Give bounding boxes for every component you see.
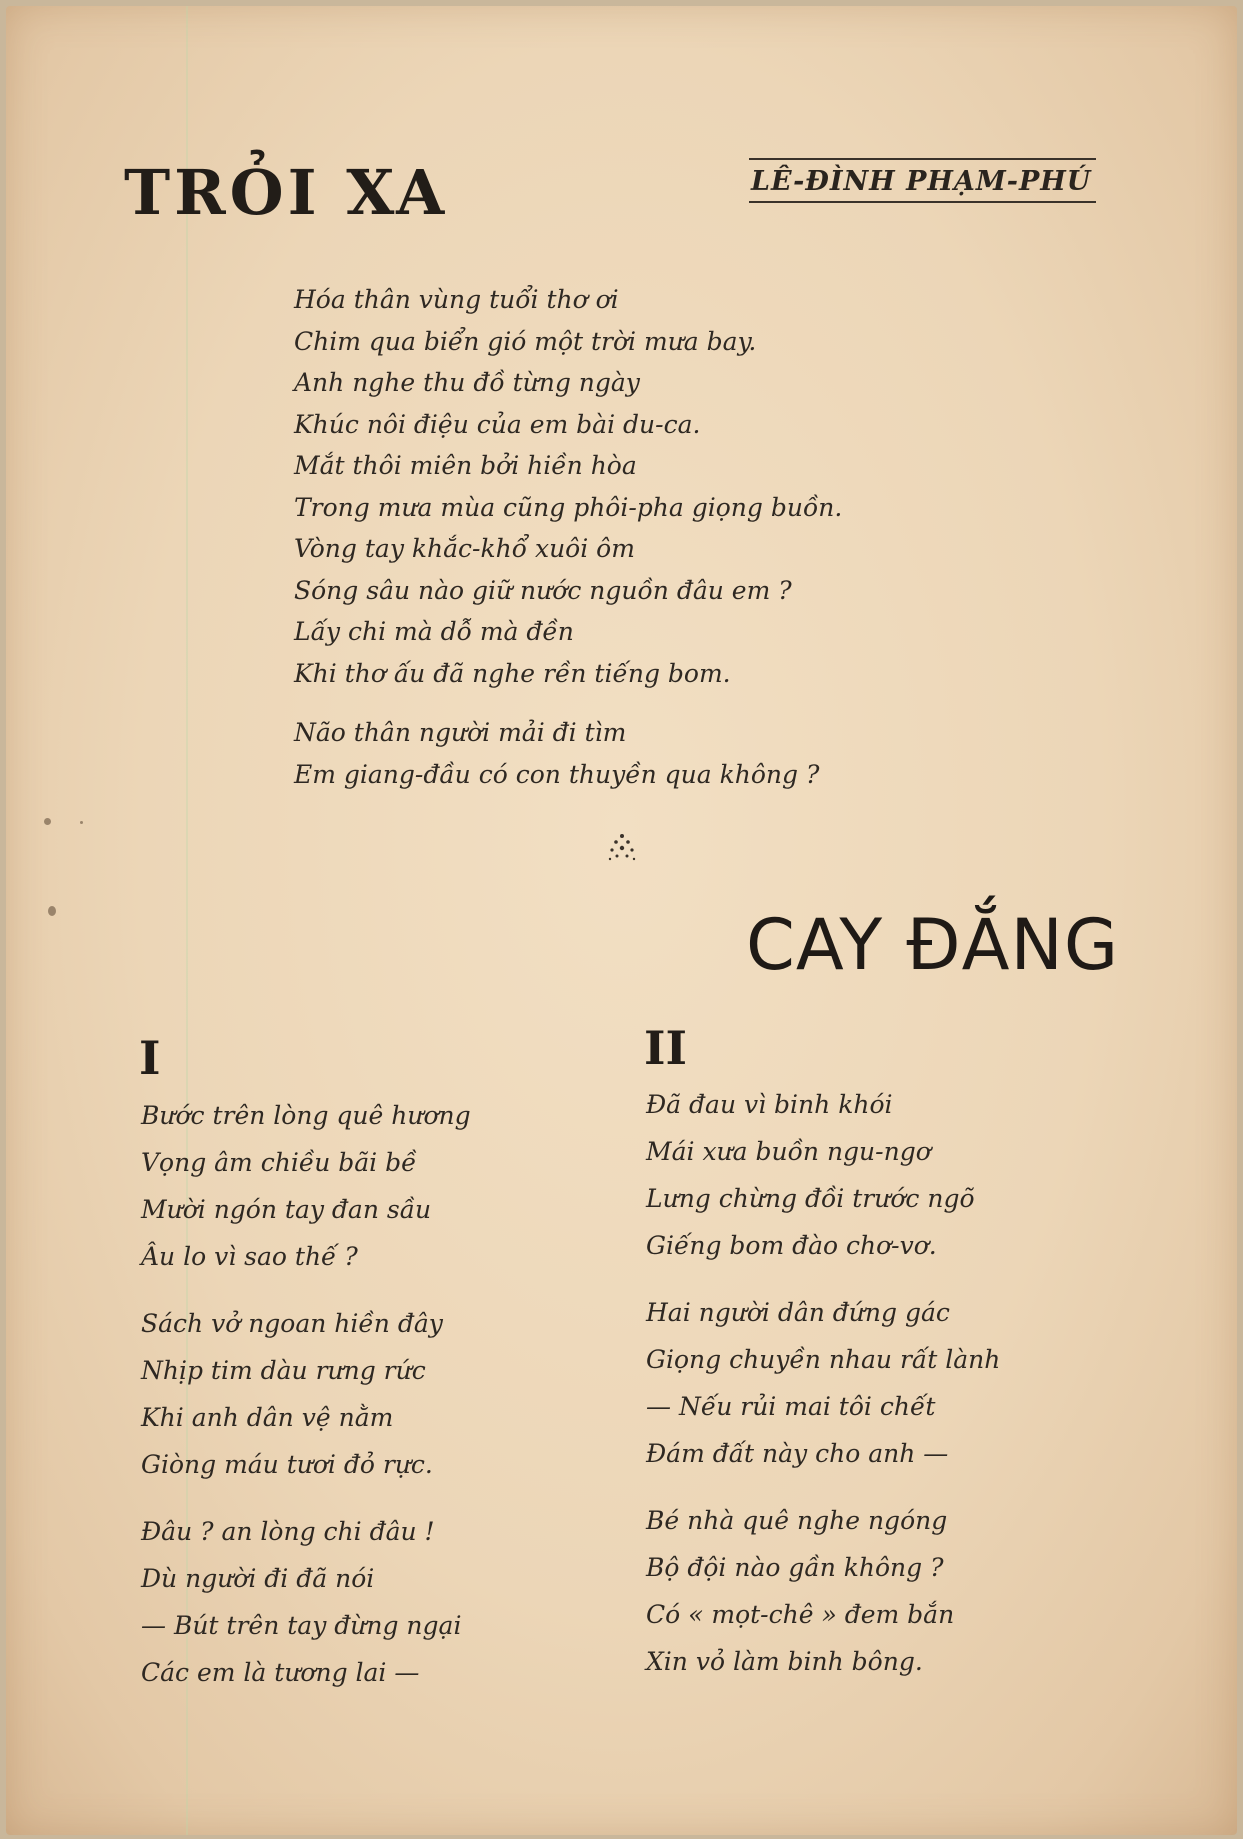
poem-line: Hóa thân vùng tuổi thơ ơi [294,285,619,314]
poem-line: Bước trên lòng quê hương [141,1101,471,1130]
poem-line: Bộ đội nào gần không ? [646,1553,944,1582]
poem1-body [294,279,842,795]
poem-line: Âu lo vì sao thế ? [141,1242,358,1271]
paper-speck [80,821,83,824]
poem-line: Giòng máu tươi đỏ rực. [141,1450,433,1479]
poem-line: Dù người đi đã nói [141,1564,375,1593]
poem-line: Sách vở ngoan hiền đây [141,1309,443,1338]
poem-line: Đâu ? an lòng chi đâu ! [141,1517,435,1546]
poem1-stanza [294,712,842,795]
poem1-stanza [294,279,842,694]
poem-line: Xin vỏ làm binh bông. [646,1647,923,1676]
poem-line: Khi thơ ấu đã nghe rền tiếng bom. [294,658,731,688]
section-numeral-1: I [139,1031,161,1085]
poem-line: Giọng chuyền nhau rất lành [646,1345,1001,1374]
poem2-stanza [646,1497,1000,1685]
poem-line: Các em là tương lai — [141,1658,420,1687]
poem-line: Vòng tay khắc-khổ xuôi ôm [294,534,635,563]
poem-line: Giếng bom đào chơ-vơ. [646,1231,937,1260]
paper-speck [44,818,51,825]
poem-line: Lấy chi mà dỗ mà đền [294,617,574,646]
poem-line: — Nếu rủi mai tôi chết [646,1392,936,1421]
poem-line: Nhịp tim dàu rưng rức [141,1356,426,1385]
poem-line: — Bút trên tay đừng ngại [141,1611,462,1640]
poem-line: Vọng âm chiều bãi bề [141,1148,417,1177]
poem1-title: TRỎI XA [124,156,449,229]
poem-line: Mái xưa buồn ngu-ngơ [646,1137,931,1166]
poem-line: Hai người dân đứng gác [646,1298,950,1327]
poem2-stanza [646,1081,1000,1269]
author-name: LÊ-ĐÌNH PHẠM-PHÚ [751,166,1092,197]
poem-line: Sóng sâu nào giữ nước nguồn đâu em ? [294,575,792,605]
poem2-stanza [141,1300,471,1488]
poem2-section1 [141,1092,471,1696]
page [6,6,1237,1835]
poem2-stanza [141,1092,471,1280]
poem2-stanza [646,1289,1000,1477]
poem-line: Đã đau vì binh khói [646,1090,893,1119]
poem2-stanza [141,1508,471,1696]
poem-line: Bé nhà quê nghe ngóng [646,1506,948,1535]
poem-line: Khúc nôi điệu của em bài du-ca. [294,409,701,439]
poem-line: Anh nghe thu đồ từng ngày [294,368,640,397]
section-numeral-2: II [644,1021,688,1075]
poem-line: Mười ngón tay đan sầu [141,1195,432,1224]
poem2-section2 [646,1081,1000,1685]
author-box [749,158,1096,203]
poem-line: Có « mọt-chê » đem bắn [646,1600,955,1629]
ornament-icon [602,828,642,868]
poem-line: Lưng chừng đồi trước ngõ [646,1184,975,1213]
poem-line: Não thân người mải đi tìm [294,718,627,747]
poem-line: Em giang-đầu có con thuyền qua không ? [294,759,820,789]
paper-speck [48,906,56,916]
poem-line: Đám đất này cho anh — [646,1439,949,1468]
poem2-title: CAY ĐẮNG [746,904,1120,986]
poem-line: Trong mưa mùa cũng phôi-pha giọng buồn. [294,492,843,522]
poem-line: Chim qua biển gió một trời mưa bay. [294,326,757,356]
poem-line: Khi anh dân vệ nằm [141,1403,394,1432]
poem-line: Mắt thôi miên bởi hiền hòa [294,451,637,480]
